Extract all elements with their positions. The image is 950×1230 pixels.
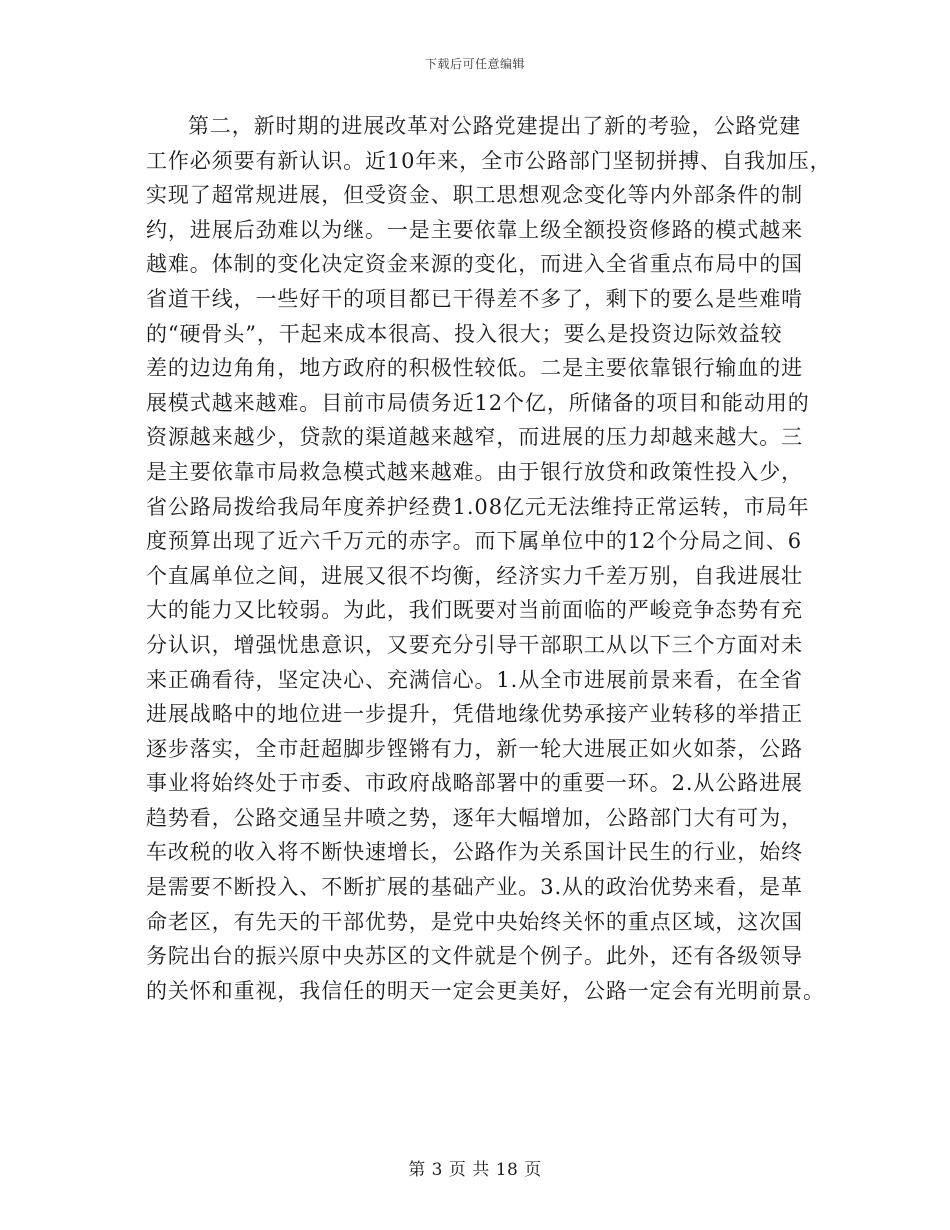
paragraph-line: 越难。体制的变化决定资金来源的变化，而进入全省重点布局中的国 [146,252,803,277]
paragraph-line: 事业将始终处于市委、市政府战略部署中的重要一环。2.从公路进展 [146,771,803,796]
page-number: 第 3 页 共 18 页 [408,1160,542,1180]
paragraph-line: 省道干线，一些好干的项目都已干得差不多了，剩下的要么是些难啃 [146,286,803,311]
paragraph-line: 趋势看，公路交通呈井喷之势，逐年大幅增加，公路部门大有可为， [146,805,803,830]
paragraph-line: 展模式越来越难。目前市局债务近12个亿，所储备的项目和能动用的 [146,390,810,415]
paragraph-line: 实现了超常规进展，但受资金、职工思想观念变化等内外部条件的制 [146,183,803,208]
paragraph-line: 务院出台的振兴原中央苏区的文件就是个例子。此外，还有各级领导 [146,944,803,969]
paragraph-line: 进展战略中的地位进一步提升，凭借地缘优势承接产业转移的举措正 [146,702,803,727]
paragraph-line: 度预算出现了近六千万元的赤字。而下属单位中的12个分局之间、6 [146,529,802,554]
paragraph-line: 是需要不断投入、不断扩展的基础产业。3.从的政治优势来看，是革 [146,875,803,900]
paragraph-line: 命老区，有先天的干部优势，是党中央始终关怀的重点区域，这次国 [146,909,803,934]
paragraph-line: 车改税的收入将不断快速增长，公路作为关系国计民生的行业，始终 [146,840,803,865]
paragraph-line: 约，进展后劲难以为继。一是主要依靠上级全额投资修路的模式越来 [146,217,803,242]
paragraph-line: 第二，新时期的进展改革对公路党建提出了新的考验，公路党建 [188,114,802,138]
paragraph-line: 是主要依靠市局救急模式越来越难。由于银行放贷和政策性投入少， [146,459,803,484]
paragraph-line: 差的边边角角，地方政府的积极性较低。二是主要依靠银行输血的进 [146,356,803,381]
body-paragraph [146,109,832,1008]
paragraph-line: 个直属单位之间，进展又很不均衡，经济实力千差万别，自我进展壮 [146,563,803,588]
page-header-note: 下载后可任意编辑 [424,57,525,71]
paragraph-line: 分认识，增强忧患意识，又要充分引导干部职工从以下三个方面对未 [146,632,803,657]
paragraph-line: 的关怀和重视，我信任的明天一定会更美好，公路一定会有光明前景。 [146,978,825,1003]
paragraph-line: 资源越来越少，贷款的渠道越来越窄，而进展的压力却越来越大。三 [146,425,803,450]
paragraph-line: 大的能力又比较弱。为此，我们既要对当前面临的严峻竞争态势有充 [146,598,803,623]
paragraph-line: 来正确看待，坚定决心、充满信心。1.从全市进展前景来看，在全省 [146,667,803,692]
paragraph-line: 工作必须要有新认识。近10年来，全市公路部门坚韧拼搏、自我加压， [146,148,832,173]
paragraph-line: 逐步落实，全市赶超脚步铿锵有力，新一轮大进展正如火如荼，公路 [146,736,803,761]
paragraph-line: 省公路局拨给我局年度养护经费1.08亿元无法维持正常运转，市局年 [146,494,810,519]
paragraph-line: 的“硬骨头”，干起来成本很高、投入很大；要么是投资边际效益较 [146,321,783,346]
